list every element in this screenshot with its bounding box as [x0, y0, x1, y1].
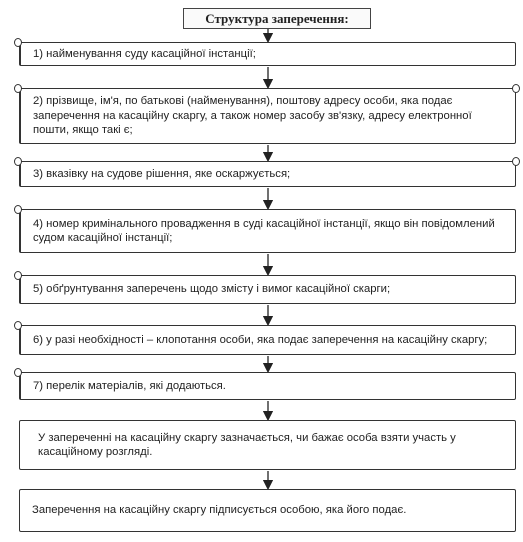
step-3-text: 3) вказівку на судове рішення, яке оскаржується;	[33, 167, 291, 180]
diagram-title: Структура заперечення:	[183, 8, 371, 29]
step-4-text: 4) номер кримінального провадження в суді касаційної інстанції, якщо він повідомлений судом касаційної інстанції;	[33, 217, 495, 244]
scroll-curl-4	[14, 205, 22, 214]
scroll-curl-6	[14, 321, 22, 330]
signature-note-box	[19, 489, 516, 532]
scroll-curl-3	[14, 157, 22, 166]
scroll-curl-2r	[512, 84, 520, 93]
scroll-curl-5	[14, 271, 22, 280]
step-6-text: 6) у разі необхідності – клопотання особи, яка подає заперечення на касаційну скаргу;	[33, 333, 488, 346]
step-4-box	[19, 209, 516, 253]
scroll-curl-2	[14, 84, 22, 93]
signature-note-text: Заперечення на касаційну скаргу підписується особою, яка його подає.	[32, 504, 407, 517]
scroll-curl-7	[14, 368, 22, 377]
scroll-curl-1	[14, 38, 22, 47]
step-1-text: 1) найменування суду касаційної інстанції;	[33, 47, 256, 60]
step-7-box	[19, 372, 516, 400]
step-6-box	[19, 325, 516, 355]
step-1-box	[19, 42, 516, 66]
step-5-box	[19, 275, 516, 304]
step-2-box	[19, 88, 516, 144]
participation-note-box	[19, 420, 516, 470]
step-5-text: 5) обґрунтування заперечень щодо змісту і вимог касаційної скарги;	[33, 283, 391, 296]
participation-note-text: У запереченні на касаційну скаргу зазначається, чи бажає особа взяти участь у касаційному розгляді.	[38, 431, 456, 458]
step-2-text: 2) прізвище, ім'я, по батькові (найменування), поштову адресу особи, яка подає заперечення на касаційну скаргу, а також номер засобу зв'язку, адресу електронної пошти, якщо такі є;	[33, 95, 472, 137]
step-7-text: 7) перелік матеріалів, які додаються.	[33, 379, 226, 392]
scroll-curl-3r	[512, 157, 520, 166]
step-3-box	[19, 161, 516, 187]
